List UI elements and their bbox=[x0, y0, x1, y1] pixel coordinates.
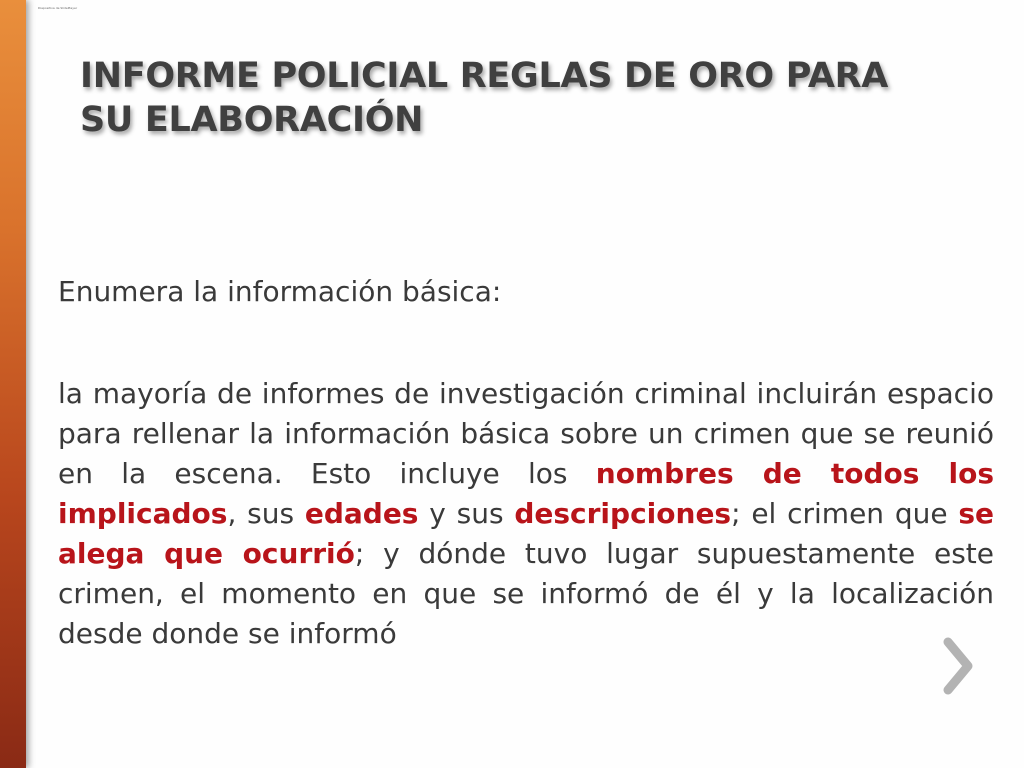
body-text-5: ; y dónde tuvo lugar supuestamente este crimen, el momento en que se informó de él y la localización desde donde se informó bbox=[58, 537, 994, 650]
highlight-names: nombres de todos los implicados bbox=[58, 457, 994, 530]
body-text-3: y sus bbox=[418, 497, 515, 530]
intro-text: Enumera la información básica: bbox=[58, 275, 502, 308]
slide-title-line-2: SU ELABORACIÓN bbox=[80, 100, 424, 140]
body-text-2: , sus bbox=[227, 497, 305, 530]
next-slide-button[interactable] bbox=[938, 636, 982, 696]
highlight-descriptions: descripciones bbox=[514, 497, 732, 530]
chevron-right-icon bbox=[938, 636, 982, 696]
highlight-ages: edades bbox=[304, 497, 419, 530]
body-paragraph bbox=[58, 374, 994, 654]
body-text-1: la mayoría de informes de investigación criminal incluirán espacio para rellenar la información básica sobre un crimen que se reunió en la escena. Esto incluye los bbox=[58, 377, 994, 490]
top-note: Diapositiva de SlidePlayer bbox=[38, 6, 78, 10]
highlight-alleged-crime: se alega que ocurrió bbox=[58, 497, 995, 570]
slide-title-line-1: INFORME POLICIAL REGLAS DE ORO PARA bbox=[80, 56, 889, 96]
left-accent-bar bbox=[0, 0, 26, 768]
body-text-4: ; el crimen que bbox=[731, 497, 959, 530]
slide-title bbox=[80, 54, 980, 142]
